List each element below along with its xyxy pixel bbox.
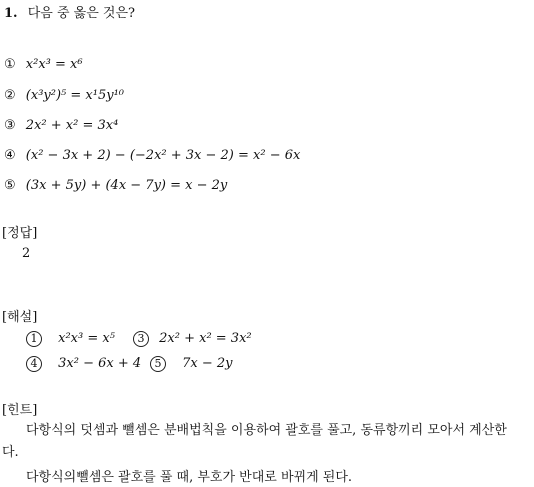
answer-value: 2 — [22, 246, 31, 261]
question-number: 1. — [4, 6, 18, 21]
explanation-expression: x²x³ = x⁵ — [58, 331, 115, 346]
circled-number: 5 — [150, 356, 166, 372]
choice-marker: ① — [4, 57, 16, 72]
choice-marker: ⑤ — [4, 178, 16, 193]
explanation-expression: 2x² + x² = 3x² — [159, 331, 252, 346]
explanation-item-1 — [26, 331, 115, 347]
answer-label: [정답] — [2, 226, 38, 241]
explanation-item-3 — [133, 331, 252, 347]
choice-3[interactable] — [4, 118, 118, 133]
question-header — [4, 2, 135, 21]
choice-expression: (x³y²)⁵ = x¹5y¹⁰ — [25, 88, 124, 103]
circled-number: 3 — [133, 331, 149, 347]
hint-label: [힌트] — [2, 403, 38, 418]
choice-marker: ② — [4, 88, 16, 103]
explanation-item-4 — [26, 356, 141, 372]
choice-expression: (3x + 5y) + (4x − 7y) = x − 2y — [25, 178, 228, 193]
choice-expression: 2x² + x² = 3x⁴ — [25, 118, 119, 133]
explanation-label: [해설] — [2, 310, 38, 325]
question-text: 다음 중 옳은 것은? — [27, 6, 135, 21]
choice-2[interactable] — [4, 88, 124, 103]
hint-line-1: 다항식의 덧셈과 뺄셈은 분배법칙을 이용하여 괄호를 풀고, 동류항끼리 모아서 계산한다. — [2, 423, 507, 460]
choice-marker: ④ — [4, 148, 16, 163]
choice-5[interactable] — [4, 178, 227, 193]
hint-line-2: 다항식의뺄셈은 괄호를 풀 때, 부호가 반대로 바뀌게 된다. — [26, 470, 353, 485]
explanation-item-5 — [150, 356, 233, 372]
circled-number: 1 — [26, 331, 42, 347]
explanation-expression: 3x² − 6x + 4 — [58, 356, 142, 371]
choice-expression: x²x³ = x⁶ — [25, 57, 83, 72]
choice-4[interactable] — [4, 148, 300, 163]
choice-1[interactable] — [4, 57, 83, 72]
choice-expression: (x² − 3x + 2) − (−2x² + 3x − 2) = x² − 6x — [25, 148, 301, 163]
circled-number: 4 — [26, 356, 42, 372]
explanation-expression: 7x − 2y — [182, 356, 233, 371]
choice-marker: ③ — [4, 118, 16, 133]
